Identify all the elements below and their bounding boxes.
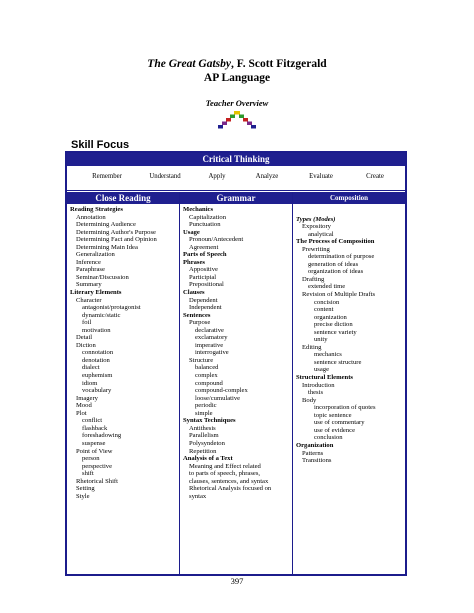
column-divider [179,192,180,574]
list-item: Generalization [76,251,115,259]
pyramid-logo-icon [218,111,256,129]
list-item: sentence variety [314,328,357,336]
list-item: topic sentence [314,411,352,419]
list-item: Revision of Multiple Drafts [302,291,376,299]
level-apply: Apply [208,173,226,180]
grammar-header: Grammar [180,192,292,204]
list-item: dialect [82,364,100,372]
list-item: Point of View [76,447,113,455]
skill-focus-heading: Skill Focus [71,139,130,151]
list-item: Body [302,396,317,404]
list-item: Transitions [302,457,332,465]
level-analyze: Analyze [255,173,279,180]
list-item: foil [82,319,92,327]
list-item: compound-complex [195,387,248,395]
list-item: clauses, sentences, and syntax [189,477,269,485]
list-item: Independent [189,304,222,312]
list-item: flashback [82,424,108,432]
critical-thinking-header: Critical Thinking [67,153,405,166]
list-item: Clauses [183,289,205,297]
list-item: determination of purpose [308,253,375,261]
level-evaluate: Evaluate [309,173,333,180]
list-item: Meaning and Effect related [189,462,261,470]
list-item: suspense [82,439,106,447]
list-item: Polysyndeton [189,439,225,447]
list-item: Phrases [183,258,205,266]
list-item: usage [314,366,330,374]
list-item: idiom [82,379,98,387]
list-item: Mood [76,402,92,410]
composition-header: Composition [293,192,405,204]
list-item: Repetition [189,447,217,455]
list-item: organization of ideas [308,268,364,276]
list-item: conclusion [314,434,343,442]
list-item: concision [314,298,340,306]
list-item: Prepositional [189,281,224,289]
list-item [296,208,376,216]
list-item: Determining Author's Purpose [76,228,156,236]
list-item: to parts of speech, phrases, [189,470,261,478]
list-item: Types (Modes) [296,215,336,223]
list-item: shift [82,470,94,478]
teacher-overview-label: Teacher Overview [205,98,269,108]
divider [67,190,405,191]
list-item: Imagery [76,394,98,402]
list-item: Plot [76,409,87,417]
level-understand: Understand [149,173,181,180]
list-item: Patterns [302,449,324,457]
list-item: Punctuation [189,221,221,229]
list-item: syntax [189,492,207,500]
document-title: The Great Gatsby, F. Scott Fitzgerald [147,58,327,70]
list-item: Inference [76,258,101,266]
list-item: Prewriting [302,245,330,253]
list-item: complex [195,372,218,380]
list-item: unity [314,336,328,344]
list-item: generation of ideas [308,260,359,268]
list-item: euphemism [82,372,113,380]
list-item: Setting [76,485,95,493]
list-item: Antithesis [189,424,216,432]
page-number: 397 [230,576,244,586]
list-item: Determining Main Idea [76,243,138,251]
list-item: Style [76,492,90,500]
list-item: Drafting [302,275,325,283]
list-item: periodic [195,402,217,410]
list-item: perspective [82,462,113,470]
list-item: compound [195,379,223,387]
list-item: content [314,306,334,314]
list-item: antagonist/protagonist [82,304,141,312]
list-item: Paraphrase [76,266,105,274]
list-item: extended time [308,283,346,291]
list-item: Analysis of a Text [183,455,233,463]
list-item: Rhetorical Shift [76,477,118,485]
list-item: Organization [296,441,334,449]
list-item: Parallelism [189,432,219,440]
list-item: Summary [76,281,102,289]
list-item: The Process of Composition [296,238,375,246]
list-item: Purpose [189,319,211,327]
close-reading-list [70,206,157,500]
list-item: exclamatory [195,334,228,342]
list-item: interrogative [195,349,229,357]
list-item: use of commentary [314,419,365,427]
grammar-list [183,206,271,500]
list-item: mechanics [314,351,342,359]
close-reading-header: Close Reading [67,192,179,204]
list-item: Editing [302,343,322,351]
list-item: Agreement [189,243,219,251]
list-item: simple [195,409,213,417]
list-item: Structure [189,356,214,364]
list-item: Expository [302,223,331,231]
list-item: connotation [82,349,114,357]
column-divider [292,192,293,574]
list-item: Literary Elements [70,289,122,297]
list-item: Reading Strategies [70,206,123,213]
list-item: declarative [195,326,224,334]
list-item: use of evidence [314,426,356,434]
list-item: balanced [195,364,219,372]
list-item: foreshadowing [82,432,122,440]
list-item: thesis [308,389,324,397]
list-item: Determining Audience [76,221,136,229]
list-item: person [82,455,100,463]
list-item: denotation [82,356,110,364]
list-item: vocabulary [82,387,112,395]
document-subtitle: AP Language [203,72,271,84]
list-item: Structural Elements [296,374,353,382]
list-item: Participial [189,273,217,281]
list-item: sentence structure [314,358,362,366]
list-item: Sentences [183,311,211,319]
list-item: precise diction [314,321,353,329]
list-item: motivation [82,326,111,334]
list-item: Rhetorical Analysis focused on [189,485,272,493]
level-create: Create [366,173,384,180]
list-item: Parts of Speech [183,251,227,259]
list-item: incorporation of quotes [314,404,376,412]
list-item: Capitalization [189,213,226,221]
list-item: Seminar/Discussion [76,273,129,281]
list-item: Annotation [76,213,106,221]
list-item: Diction [76,341,96,349]
list-item: Introduction [302,381,335,389]
list-item: analytical [308,230,334,238]
list-item: conflict [82,417,103,425]
list-item: Syntax Techniques [183,417,236,425]
list-item: Determining Fact and Opinion [76,236,157,244]
list-item: loose/cumulative [195,394,241,402]
list-item: Character [76,296,102,304]
list-item: organization [314,313,347,321]
list-item: dynamic/static [82,311,121,319]
list-item: Usage [183,228,200,236]
list-item: Mechanics [183,206,214,213]
level-remember: Remember [92,173,122,180]
list-item: Appositive [189,266,218,274]
list-item: imperative [195,341,224,349]
list-item: Pronoun/Antecedent [189,236,244,244]
list-item: Dependent [189,296,218,304]
composition-list [296,208,376,465]
list-item: Detail [76,334,93,342]
